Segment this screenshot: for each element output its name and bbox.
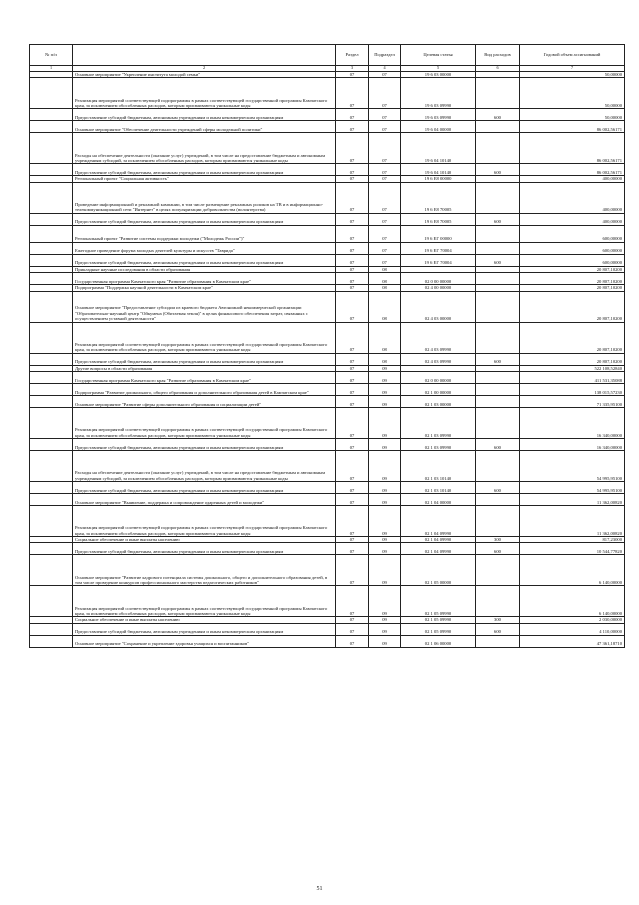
- cell-amount: 4 110,00000: [520, 623, 625, 635]
- cell-amount: 2 030,00000: [520, 617, 625, 623]
- cell-name: Ежегодное проведение форума молодых деятелей культуры и искусств "Таврида": [73, 242, 336, 254]
- cell-section: 07: [336, 408, 369, 439]
- header-target-article: Целевая статья: [401, 45, 476, 66]
- cell-name: Основное мероприятие "Развитие кадрового потенциала системы дошкольного, общего и дополнительного образования детей, в том числе проведение конкурсов профессионального мастерства педагогических работников": [73, 555, 336, 586]
- cell-expense-type: [476, 451, 520, 482]
- cell-no: [30, 623, 73, 635]
- cell-amount: 20 807,10200: [520, 285, 625, 291]
- cell-name: Подпрограмма "Поддержка научной деятельности в Камчатском крае": [73, 285, 336, 291]
- cell-target-article: 02 4 03 09990: [401, 322, 476, 353]
- column-number: 7: [520, 66, 625, 72]
- cell-subsection: 07: [369, 225, 401, 242]
- cell-amount: 600,00000: [520, 254, 625, 266]
- cell-subsection: 09: [369, 506, 401, 537]
- table-row: [30, 213, 625, 225]
- cell-name: Основное мероприятие "Укрепление института молодой семьи": [73, 72, 336, 78]
- cell-section: 07: [336, 555, 369, 586]
- cell-subsection: 08: [369, 273, 401, 285]
- cell-target-article: 02 1 03 00000: [401, 396, 476, 408]
- cell-target-article: 19 6 03 09990: [401, 78, 476, 109]
- table-row: [30, 451, 625, 482]
- cell-target-article: 02 1 04 09990: [401, 543, 476, 555]
- cell-subsection: 07: [369, 133, 401, 164]
- cell-target-article: 19 6 04 10140: [401, 133, 476, 164]
- cell-subsection: 07: [369, 109, 401, 121]
- cell-no: [30, 506, 73, 537]
- cell-section: 07: [336, 372, 369, 384]
- cell-name: Основное мероприятие "Обеспечение деятельности учреждений сферы молодежной политики": [73, 121, 336, 133]
- cell-amount: 11 362,00820: [520, 506, 625, 537]
- cell-subsection: 09: [369, 543, 401, 555]
- cell-no: [30, 353, 73, 365]
- cell-amount: 50,00000: [520, 78, 625, 109]
- cell-target-article: 02 4 00 00000: [401, 285, 476, 291]
- cell-expense-type: 300: [476, 617, 520, 623]
- cell-section: 07: [336, 494, 369, 506]
- cell-expense-type: 600: [476, 164, 520, 176]
- header-subsection: Подраздел: [369, 45, 401, 66]
- table-row: [30, 396, 625, 408]
- cell-amount: 86 002,56171: [520, 133, 625, 164]
- column-number: 4: [369, 66, 401, 72]
- cell-subsection: 09: [369, 494, 401, 506]
- cell-section: 07: [336, 451, 369, 482]
- cell-name: Региональный проект "Развитие системы поддержки молодежи ("Молодежь России")": [73, 225, 336, 242]
- table-row: [30, 494, 625, 506]
- cell-subsection: 08: [369, 266, 401, 272]
- cell-no: [30, 555, 73, 586]
- table-row: [30, 623, 625, 635]
- cell-name: Региональный проект "Социальная активность": [73, 176, 336, 182]
- cell-name: Предоставление субсидий бюджетным, автономным учреждениям и иным некоммерческим организациям: [73, 164, 336, 176]
- cell-subsection: 08: [369, 322, 401, 353]
- cell-section: 07: [336, 623, 369, 635]
- cell-target-article: 02 1 05 09990: [401, 586, 476, 617]
- cell-no: [30, 164, 73, 176]
- cell-section: 07: [336, 365, 369, 371]
- cell-target-article: 02 1 05 00000: [401, 555, 476, 586]
- cell-amount: 16 340,00000: [520, 439, 625, 451]
- column-number: 3: [336, 66, 369, 72]
- cell-no: [30, 213, 73, 225]
- cell-no: [30, 225, 73, 242]
- table-row: [30, 543, 625, 555]
- cell-name: Предоставление субсидий бюджетным, автономным учреждениям и иным некоммерческим организациям: [73, 254, 336, 266]
- cell-name: Реализация мероприятий соответствующей подпрограммы в рамках соответствующей государственной программы Камчатского края, за исключением обособленных расходов, которым присваиваются уникальные коды: [73, 506, 336, 537]
- cell-no: [30, 121, 73, 133]
- cell-no: [30, 451, 73, 482]
- cell-name: Государственная программа Камчатского края "Развитие образования в Камчатском крае": [73, 372, 336, 384]
- cell-amount: 20 807,10200: [520, 273, 625, 285]
- cell-section: 07: [336, 254, 369, 266]
- table-header: [30, 45, 625, 72]
- cell-section: 07: [336, 396, 369, 408]
- cell-amount: 400,00000: [520, 176, 625, 182]
- cell-subsection: 09: [369, 396, 401, 408]
- cell-amount: 50,00000: [520, 72, 625, 78]
- cell-amount: 6 140,00000: [520, 555, 625, 586]
- cell-subsection: 09: [369, 384, 401, 396]
- table-row: [30, 291, 625, 322]
- cell-target-article: 19 6 E8 70005: [401, 213, 476, 225]
- cell-amount: 20 807,10200: [520, 266, 625, 272]
- table-row: [30, 555, 625, 586]
- cell-subsection: 09: [369, 408, 401, 439]
- cell-amount: 50,00000: [520, 109, 625, 121]
- column-number: 2: [73, 66, 336, 72]
- cell-target-article: 19 6 E8 00000: [401, 176, 476, 182]
- cell-subsection: 07: [369, 121, 401, 133]
- table-row: [30, 439, 625, 451]
- cell-no: [30, 372, 73, 384]
- cell-subsection: 09: [369, 372, 401, 384]
- cell-target-article: 02 1 04 09990: [401, 506, 476, 537]
- cell-name: Предоставление субсидий бюджетным, автономным учреждениям и иным некоммерческим организациям: [73, 353, 336, 365]
- cell-subsection: 07: [369, 164, 401, 176]
- cell-expense-type: [476, 396, 520, 408]
- cell-name: Реализация мероприятий соответствующей подпрограммы в рамках соответствующей государственной программы Камчатского края, за исключением обособленных расходов, которым присваиваются уникальные коды: [73, 78, 336, 109]
- cell-section: 07: [336, 78, 369, 109]
- cell-expense-type: 300: [476, 537, 520, 543]
- cell-expense-type: 600: [476, 439, 520, 451]
- cell-name: Реализация мероприятий соответствующей подпрограммы в рамках соответствующей государственной программы Камчатского края, за исключением обособленных расходов, которым присваиваются уникальные коды: [73, 322, 336, 353]
- cell-expense-type: [476, 182, 520, 213]
- cell-subsection: 07: [369, 254, 401, 266]
- cell-section: 07: [336, 273, 369, 285]
- cell-subsection: 09: [369, 623, 401, 635]
- cell-section: 07: [336, 176, 369, 182]
- cell-target-article: 19 6 EГ 00000: [401, 225, 476, 242]
- cell-no: [30, 78, 73, 109]
- cell-expense-type: [476, 121, 520, 133]
- cell-section: 07: [336, 72, 369, 78]
- cell-section: 07: [336, 617, 369, 623]
- cell-target-article: 02 4 03 00000: [401, 291, 476, 322]
- cell-expense-type: [476, 78, 520, 109]
- cell-target-article: 19 6 03 00000: [401, 72, 476, 78]
- cell-amount: 411 531,35088: [520, 372, 625, 384]
- cell-expense-type: [476, 635, 520, 647]
- cell-amount: 522 108,52840: [520, 365, 625, 371]
- cell-target-article: 02 0 00 00000: [401, 372, 476, 384]
- cell-target-article: 02 1 03 09990: [401, 408, 476, 439]
- cell-target-article: 02 1 04 00000: [401, 494, 476, 506]
- cell-section: 07: [336, 635, 369, 647]
- cell-amount: 400,00000: [520, 213, 625, 225]
- cell-no: [30, 242, 73, 254]
- header-section: Раздел: [336, 45, 369, 66]
- cell-name: Предоставление субсидий бюджетным, автономным учреждениям и иным некоммерческим организациям: [73, 109, 336, 121]
- cell-section: 07: [336, 133, 369, 164]
- cell-no: [30, 109, 73, 121]
- cell-section: 07: [336, 482, 369, 494]
- cell-name: Реализация мероприятий соответствующей подпрограммы в рамках соответствующей государственной программы Камчатского края, за исключением обособленных расходов, которым присваиваются уникальные коды: [73, 408, 336, 439]
- cell-subsection: 07: [369, 242, 401, 254]
- cell-expense-type: 600: [476, 543, 520, 555]
- table-row: [30, 109, 625, 121]
- cell-amount: 817,23000: [520, 537, 625, 543]
- table-row: [30, 242, 625, 254]
- cell-target-article: 02 1 05 09990: [401, 623, 476, 635]
- cell-name: Расходы на обеспечение деятельности (оказание услуг) учреждений, в том числе на предоставление бюджетным и автономным учреждениям субсидий, за исключением обособленных расходов, которым присваиваются уникальные коды: [73, 451, 336, 482]
- cell-name: Предоставление субсидий бюджетным, автономным учреждениям и иным некоммерческим организациям: [73, 543, 336, 555]
- cell-no: [30, 439, 73, 451]
- cell-subsection: 09: [369, 439, 401, 451]
- header-annual-amount: Годовой объем ассигнований: [520, 45, 625, 66]
- cell-subsection: 08: [369, 291, 401, 322]
- cell-section: 07: [336, 182, 369, 213]
- table-row: [30, 482, 625, 494]
- cell-no: [30, 322, 73, 353]
- cell-name: Основное мероприятие "Развитие сферы дополнительного образования и социализации детей": [73, 396, 336, 408]
- cell-expense-type: [476, 586, 520, 617]
- cell-subsection: 07: [369, 78, 401, 109]
- cell-expense-type: 600: [476, 254, 520, 266]
- column-number: 6: [476, 66, 520, 72]
- cell-amount: 20 807,10200: [520, 291, 625, 322]
- table-row: [30, 506, 625, 537]
- cell-section: 07: [336, 213, 369, 225]
- cell-expense-type: [476, 384, 520, 396]
- cell-target-article: 02 1 06 00000: [401, 635, 476, 647]
- cell-section: 07: [336, 121, 369, 133]
- cell-expense-type: [476, 225, 520, 242]
- cell-section: 07: [336, 109, 369, 121]
- table-row: [30, 635, 625, 647]
- column-number: 5: [401, 66, 476, 72]
- table-row: [30, 225, 625, 242]
- cell-expense-type: [476, 133, 520, 164]
- cell-subsection: 09: [369, 635, 401, 647]
- cell-section: 07: [336, 285, 369, 291]
- cell-subsection: 09: [369, 537, 401, 543]
- cell-name: Предоставление субсидий бюджетным, автономным учреждениям и иным некоммерческим организациям: [73, 623, 336, 635]
- header-expense-type: Вид расходов: [476, 45, 520, 66]
- table-row: [30, 353, 625, 365]
- cell-name: Основное мероприятие "Предоставление субсидии из краевого бюджета Автономной некоммерческой организации "Образовательно-научный центр "Ойкумена (Обитаемая земля)" в целях финансового обеспечения затрат, связанных с осуществлением уставной деятельности": [73, 291, 336, 322]
- cell-amount: 16 340,00000: [520, 408, 625, 439]
- cell-expense-type: 600: [476, 213, 520, 225]
- cell-name: Расходы на обеспечение деятельности (оказание услуг) учреждений, в том числе на предоставление бюджетным и автономным учреждениям субсидий, за исключением обособленных расходов, которым присваиваются уникальные коды: [73, 133, 336, 164]
- cell-amount: 600,00000: [520, 242, 625, 254]
- table-row: [30, 384, 625, 396]
- cell-expense-type: [476, 506, 520, 537]
- cell-no: [30, 635, 73, 647]
- cell-target-article: 02 1 04 09990: [401, 537, 476, 543]
- cell-subsection: 09: [369, 555, 401, 586]
- cell-no: [30, 384, 73, 396]
- cell-name: Основное мероприятие "Сохранение и укрепление здоровья учащихся и воспитанников": [73, 635, 336, 647]
- cell-section: 07: [336, 225, 369, 242]
- cell-amount: 71 335,95100: [520, 396, 625, 408]
- page-number: 51: [316, 886, 323, 892]
- table-row: [30, 121, 625, 133]
- cell-amount: 138 015,57230: [520, 384, 625, 396]
- cell-target-article: 19 6 EГ 70004: [401, 242, 476, 254]
- cell-target-article: 19 6 04 00000: [401, 121, 476, 133]
- cell-target-article: 02 1 05 09990: [401, 617, 476, 623]
- cell-expense-type: [476, 242, 520, 254]
- table-row: [30, 372, 625, 384]
- cell-expense-type: 600: [476, 353, 520, 365]
- cell-name: Проведение информационной и рекламной кампании, в том числе размещение рекламных роликов на ТВ и в информационно-телекоммуникационной сети "Интернет" в целях популяризации добровольчества (волонтерства): [73, 182, 336, 213]
- header-no: № п/п: [30, 45, 73, 66]
- cell-name: Предоставление субсидий бюджетным, автономным учреждениям и иным некоммерческим организациям: [73, 482, 336, 494]
- cell-no: [30, 543, 73, 555]
- cell-subsection: 09: [369, 482, 401, 494]
- cell-section: 07: [336, 384, 369, 396]
- table-body: [30, 72, 625, 648]
- cell-section: 07: [336, 164, 369, 176]
- cell-name: Другие вопросы в области образования: [73, 365, 336, 371]
- table-row: [30, 408, 625, 439]
- cell-name: Социальное обеспечение и иные выплаты населению: [73, 537, 336, 543]
- cell-no: [30, 408, 73, 439]
- cell-no: [30, 396, 73, 408]
- budget-allocation-table: [29, 44, 625, 648]
- cell-subsection: 09: [369, 365, 401, 371]
- cell-subsection: 07: [369, 72, 401, 78]
- header-name: [73, 45, 336, 66]
- cell-expense-type: [476, 408, 520, 439]
- cell-expense-type: 600: [476, 482, 520, 494]
- cell-expense-type: 600: [476, 623, 520, 635]
- cell-amount: 600,00000: [520, 225, 625, 242]
- cell-name: Государственная программа Камчатского края "Развитие образования в Камчатском крае": [73, 273, 336, 285]
- cell-no: [30, 254, 73, 266]
- cell-name: Подпрограмма "Развитие дошкольного, общего образования и дополнительного образования детей в Камчатском крае": [73, 384, 336, 396]
- cell-amount: 86 002,56171: [520, 164, 625, 176]
- cell-target-article: 19 6 04 10140: [401, 164, 476, 176]
- cell-name: Предоставление субсидий бюджетным, автономным учреждениям и иным некоммерческим организациям: [73, 213, 336, 225]
- cell-section: 07: [336, 266, 369, 272]
- cell-no: [30, 482, 73, 494]
- cell-amount: 47 361,18710: [520, 635, 625, 647]
- cell-amount: 400,00000: [520, 182, 625, 213]
- cell-section: 07: [336, 543, 369, 555]
- cell-target-article: 02 1 00 00000: [401, 384, 476, 396]
- cell-subsection: 07: [369, 213, 401, 225]
- cell-section: 07: [336, 537, 369, 543]
- table-row: [30, 273, 625, 285]
- table-row: [30, 78, 625, 109]
- cell-section: 07: [336, 242, 369, 254]
- cell-no: [30, 494, 73, 506]
- cell-expense-type: [476, 494, 520, 506]
- cell-section: 07: [336, 353, 369, 365]
- table-row: [30, 164, 625, 176]
- cell-amount: 11 362,00820: [520, 494, 625, 506]
- cell-subsection: 09: [369, 617, 401, 623]
- cell-target-article: 02 4 03 09990: [401, 353, 476, 365]
- cell-amount: 6 140,00000: [520, 586, 625, 617]
- table-row: [30, 322, 625, 353]
- cell-name: Прикладные научные исследования в области образования: [73, 266, 336, 272]
- cell-target-article: 02 1 03 09990: [401, 439, 476, 451]
- cell-name: Реализация мероприятий соответствующей подпрограммы в рамках соответствующей государственной программы Камчатского края, за исключением обособленных расходов, которым присваиваются уникальные коды: [73, 586, 336, 617]
- cell-amount: 10 544,77820: [520, 543, 625, 555]
- cell-amount: 20 807,10200: [520, 353, 625, 365]
- cell-target-article: 02 0 00 00000: [401, 273, 476, 285]
- cell-subsection: 08: [369, 353, 401, 365]
- cell-name: Социальное обеспечение и иные выплаты населению: [73, 617, 336, 623]
- cell-subsection: 09: [369, 586, 401, 617]
- cell-target-article: 02 1 03 10140: [401, 451, 476, 482]
- cell-subsection: 07: [369, 182, 401, 213]
- cell-section: 07: [336, 439, 369, 451]
- cell-name: Основное мероприятие "Выявление, поддержка и сопровождение одаренных детей и молодежи": [73, 494, 336, 506]
- cell-section: 07: [336, 291, 369, 322]
- table-row: [30, 254, 625, 266]
- table-row: [30, 182, 625, 213]
- budget-table-page: [29, 44, 624, 648]
- cell-amount: 54 995,95100: [520, 482, 625, 494]
- cell-expense-type: [476, 273, 520, 285]
- cell-target-article: 19 6 E8 70005: [401, 182, 476, 213]
- cell-expense-type: [476, 291, 520, 322]
- cell-expense-type: 600: [476, 109, 520, 121]
- cell-expense-type: [476, 322, 520, 353]
- table-row: [30, 586, 625, 617]
- cell-no: [30, 586, 73, 617]
- cell-section: 07: [336, 506, 369, 537]
- cell-amount: 54 995,95100: [520, 451, 625, 482]
- cell-section: 07: [336, 586, 369, 617]
- cell-target-article: 19 6 03 09990: [401, 109, 476, 121]
- cell-amount: 86 002,56171: [520, 121, 625, 133]
- cell-no: [30, 182, 73, 213]
- cell-expense-type: [476, 555, 520, 586]
- column-number: 1: [30, 66, 73, 72]
- cell-section: 07: [336, 322, 369, 353]
- cell-target-article: 02 1 03 10140: [401, 482, 476, 494]
- cell-subsection: 09: [369, 451, 401, 482]
- cell-subsection: 08: [369, 285, 401, 291]
- cell-name: Предоставление субсидий бюджетным, автономным учреждениям и иным некоммерческим организациям: [73, 439, 336, 451]
- table-row: [30, 133, 625, 164]
- cell-expense-type: [476, 372, 520, 384]
- cell-subsection: 07: [369, 176, 401, 182]
- cell-no: [30, 273, 73, 285]
- cell-target-article: 19 6 EГ 70004: [401, 254, 476, 266]
- cell-no: [30, 291, 73, 322]
- cell-no: [30, 133, 73, 164]
- cell-amount: 20 807,10200: [520, 322, 625, 353]
